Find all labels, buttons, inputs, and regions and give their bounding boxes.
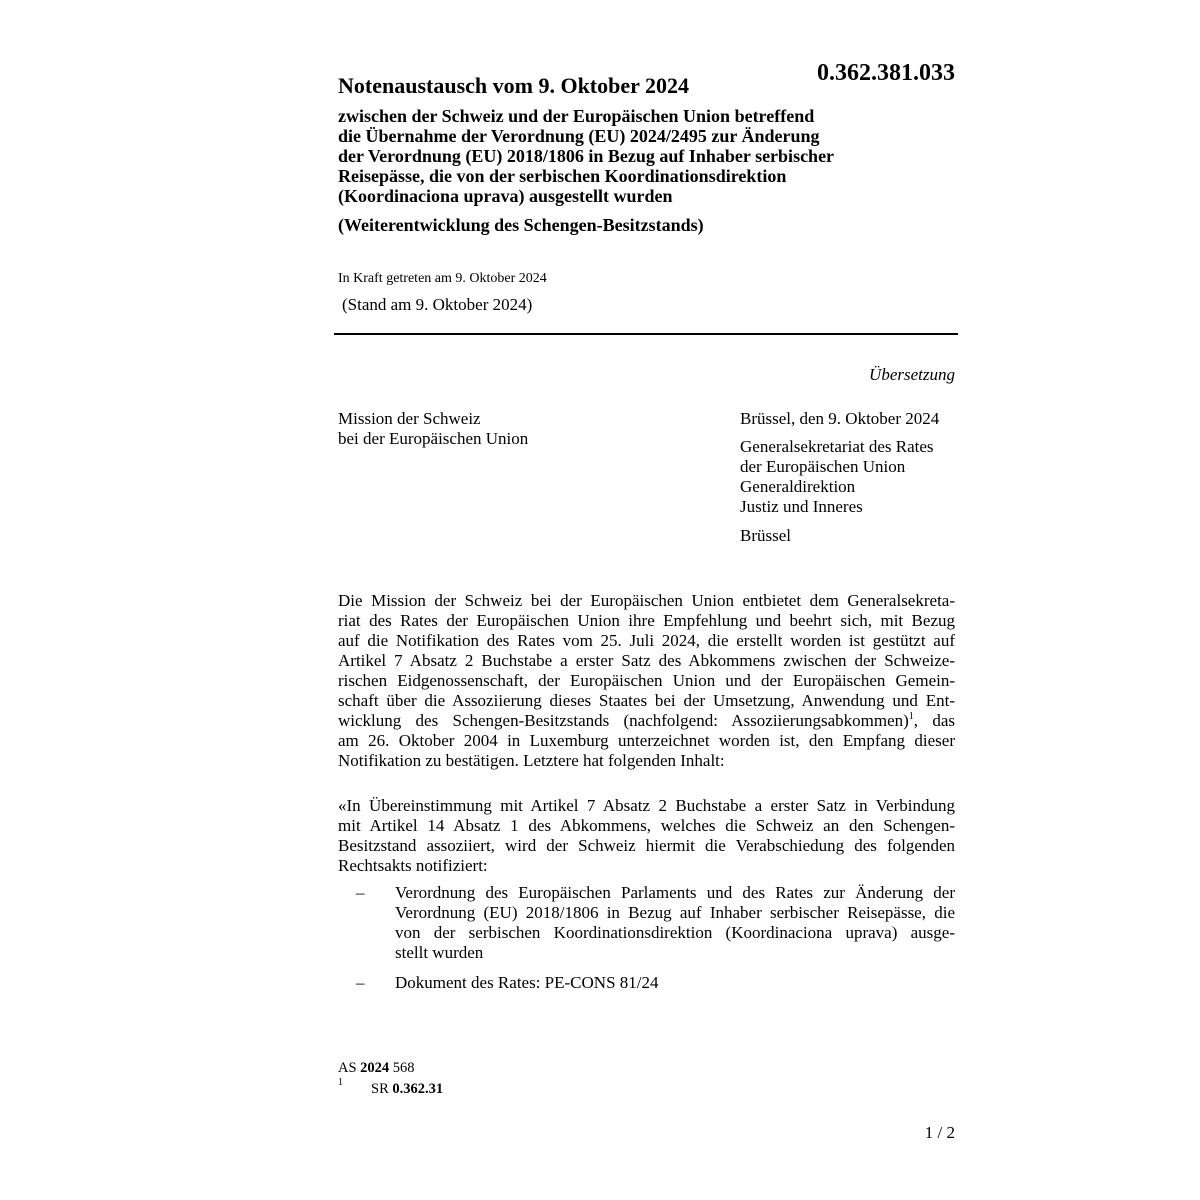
footnote-sr-number: 0.362.31	[392, 1081, 444, 1097]
recipient-address-line: der Europäischen Union	[740, 457, 906, 476]
subtitle-line: Reisepässe, die von der serbischen Koordinationsdirektion	[338, 166, 787, 186]
recipient-place-date: Brüssel, den 9. Oktober 2024	[740, 409, 940, 428]
translation-label: Übersetzung	[869, 365, 955, 384]
paragraph-line: schaft über die Assoziierung dieses Staates bei der Umsetzung, Anwendung und Ent-	[338, 691, 955, 710]
footnote-prefix: SR	[371, 1081, 393, 1097]
official-collection-page: 568	[389, 1060, 415, 1076]
list-item-line: stellt wurden	[395, 943, 484, 962]
document-subtitle	[338, 106, 955, 206]
recipient-address-line: Generaldirektion	[740, 477, 856, 496]
paragraph-line: rischen Eidgenossenschaft, der Europäischen Union und der Europäischen Gemein-	[338, 671, 955, 690]
official-collection-prefix: AS	[338, 1060, 361, 1076]
paragraph-line: riat des Rates der Europäischen Union ihre Empfehlung und beehrt sich, mit Bezug	[338, 611, 955, 630]
list-item	[395, 883, 955, 963]
paragraph-line: Besitzstand assoziiert, wird der Schweiz hiermit die Verabschiedung des folgenden	[338, 836, 955, 855]
list-item-line: von der serbischen Koordinationsdirektion (Koordinaciona uprava) ausge-	[395, 923, 955, 942]
paragraph-line: Rechtsakts notifiziert:	[338, 856, 488, 875]
paragraph-line: auf die Notifikation des Rates vom 25. Juli 2024, die erstellt worden ist gestützt auf	[338, 631, 955, 650]
list-bullet: –	[356, 973, 365, 992]
list-item	[395, 973, 955, 993]
footnote-reference: 1	[908, 711, 914, 722]
official-collection-year: 2024	[360, 1060, 390, 1076]
in-force-date: In Kraft getreten am 9. Oktober 2024	[338, 271, 547, 286]
paragraph-line: am 26. Oktober 2004 in Luxemburg unterzeichnet worden ist, den Empfang dieser	[338, 731, 955, 750]
sr-number: 0.362.381.033	[817, 60, 955, 86]
paragraph-line	[338, 711, 955, 731]
subtitle-line: die Übernahme der Verordnung (EU) 2024/2495 zur Änderung	[338, 126, 820, 146]
footnote-marker: 1	[338, 1077, 343, 1088]
subtitle-line: zwischen der Schweiz und der Europäischen Union betreffend	[338, 106, 815, 126]
recipient-address	[740, 437, 934, 517]
paragraph-line: Artikel 7 Absatz 2 Buchstabe a erster Satz des Abkommens zwischen der Schweize-	[338, 651, 955, 670]
paragraph-line: Die Mission der Schweiz bei der Europäischen Union entbietet dem Generalsekreta-	[338, 591, 955, 610]
document-title: Notenaustausch vom 9. Oktober 2024	[338, 73, 690, 98]
body-paragraph-1	[338, 591, 955, 771]
subtitle-line: (Koordinaciona uprava) ausgestellt wurden	[338, 186, 673, 206]
list-item-line: Dokument des Rates: PE-CONS 81/24	[395, 973, 659, 992]
sender-line: bei der Europäischen Union	[338, 429, 529, 448]
list-item-line: Verordnung (EU) 2018/1806 in Bezug auf Inhaber serbischer Reisepässe, die	[395, 903, 955, 922]
body-paragraph-2	[338, 796, 955, 876]
paragraph-line: «In Übereinstimmung mit Artikel 7 Absatz 2 Buchstabe a erster Satz in Verbindung	[338, 796, 955, 815]
footnote-text	[371, 1080, 443, 1098]
paragraph-line: Notifikation zu bestätigen. Letztere hat folgenden Inhalt:	[338, 751, 725, 770]
list-bullet: –	[356, 883, 365, 902]
official-collection-reference	[338, 1059, 415, 1077]
paragraph-line: mit Artikel 14 Absatz 1 des Abkommens, welches die Schweiz an den Schengen-	[338, 816, 955, 835]
header-divider	[334, 333, 958, 335]
subtitle-line: der Verordnung (EU) 2018/1806 in Bezug auf Inhaber serbischer	[338, 146, 835, 166]
list-item-line: Verordnung des Europäischen Parlaments und des Rates zur Änderung der	[395, 883, 955, 902]
sender-address	[338, 409, 718, 449]
paragraph-line-text: , das	[913, 711, 955, 730]
paragraph-line-text: wicklung des Schengen-Besitzstands (nachfolgend: Assoziierungsabkommen)	[338, 711, 909, 730]
status-date: (Stand am 9. Oktober 2024)	[342, 295, 533, 314]
development-note: (Weiterentwicklung des Schengen-Besitzstands)	[338, 215, 704, 235]
recipient-city: Brüssel	[740, 526, 791, 545]
recipient-address-line: Justiz und Inneres	[740, 497, 863, 516]
page-number: 1 / 2	[924, 1123, 955, 1142]
sender-line: Mission der Schweiz	[338, 409, 481, 428]
recipient-address-line: Generalsekretariat des Rates	[740, 437, 934, 456]
